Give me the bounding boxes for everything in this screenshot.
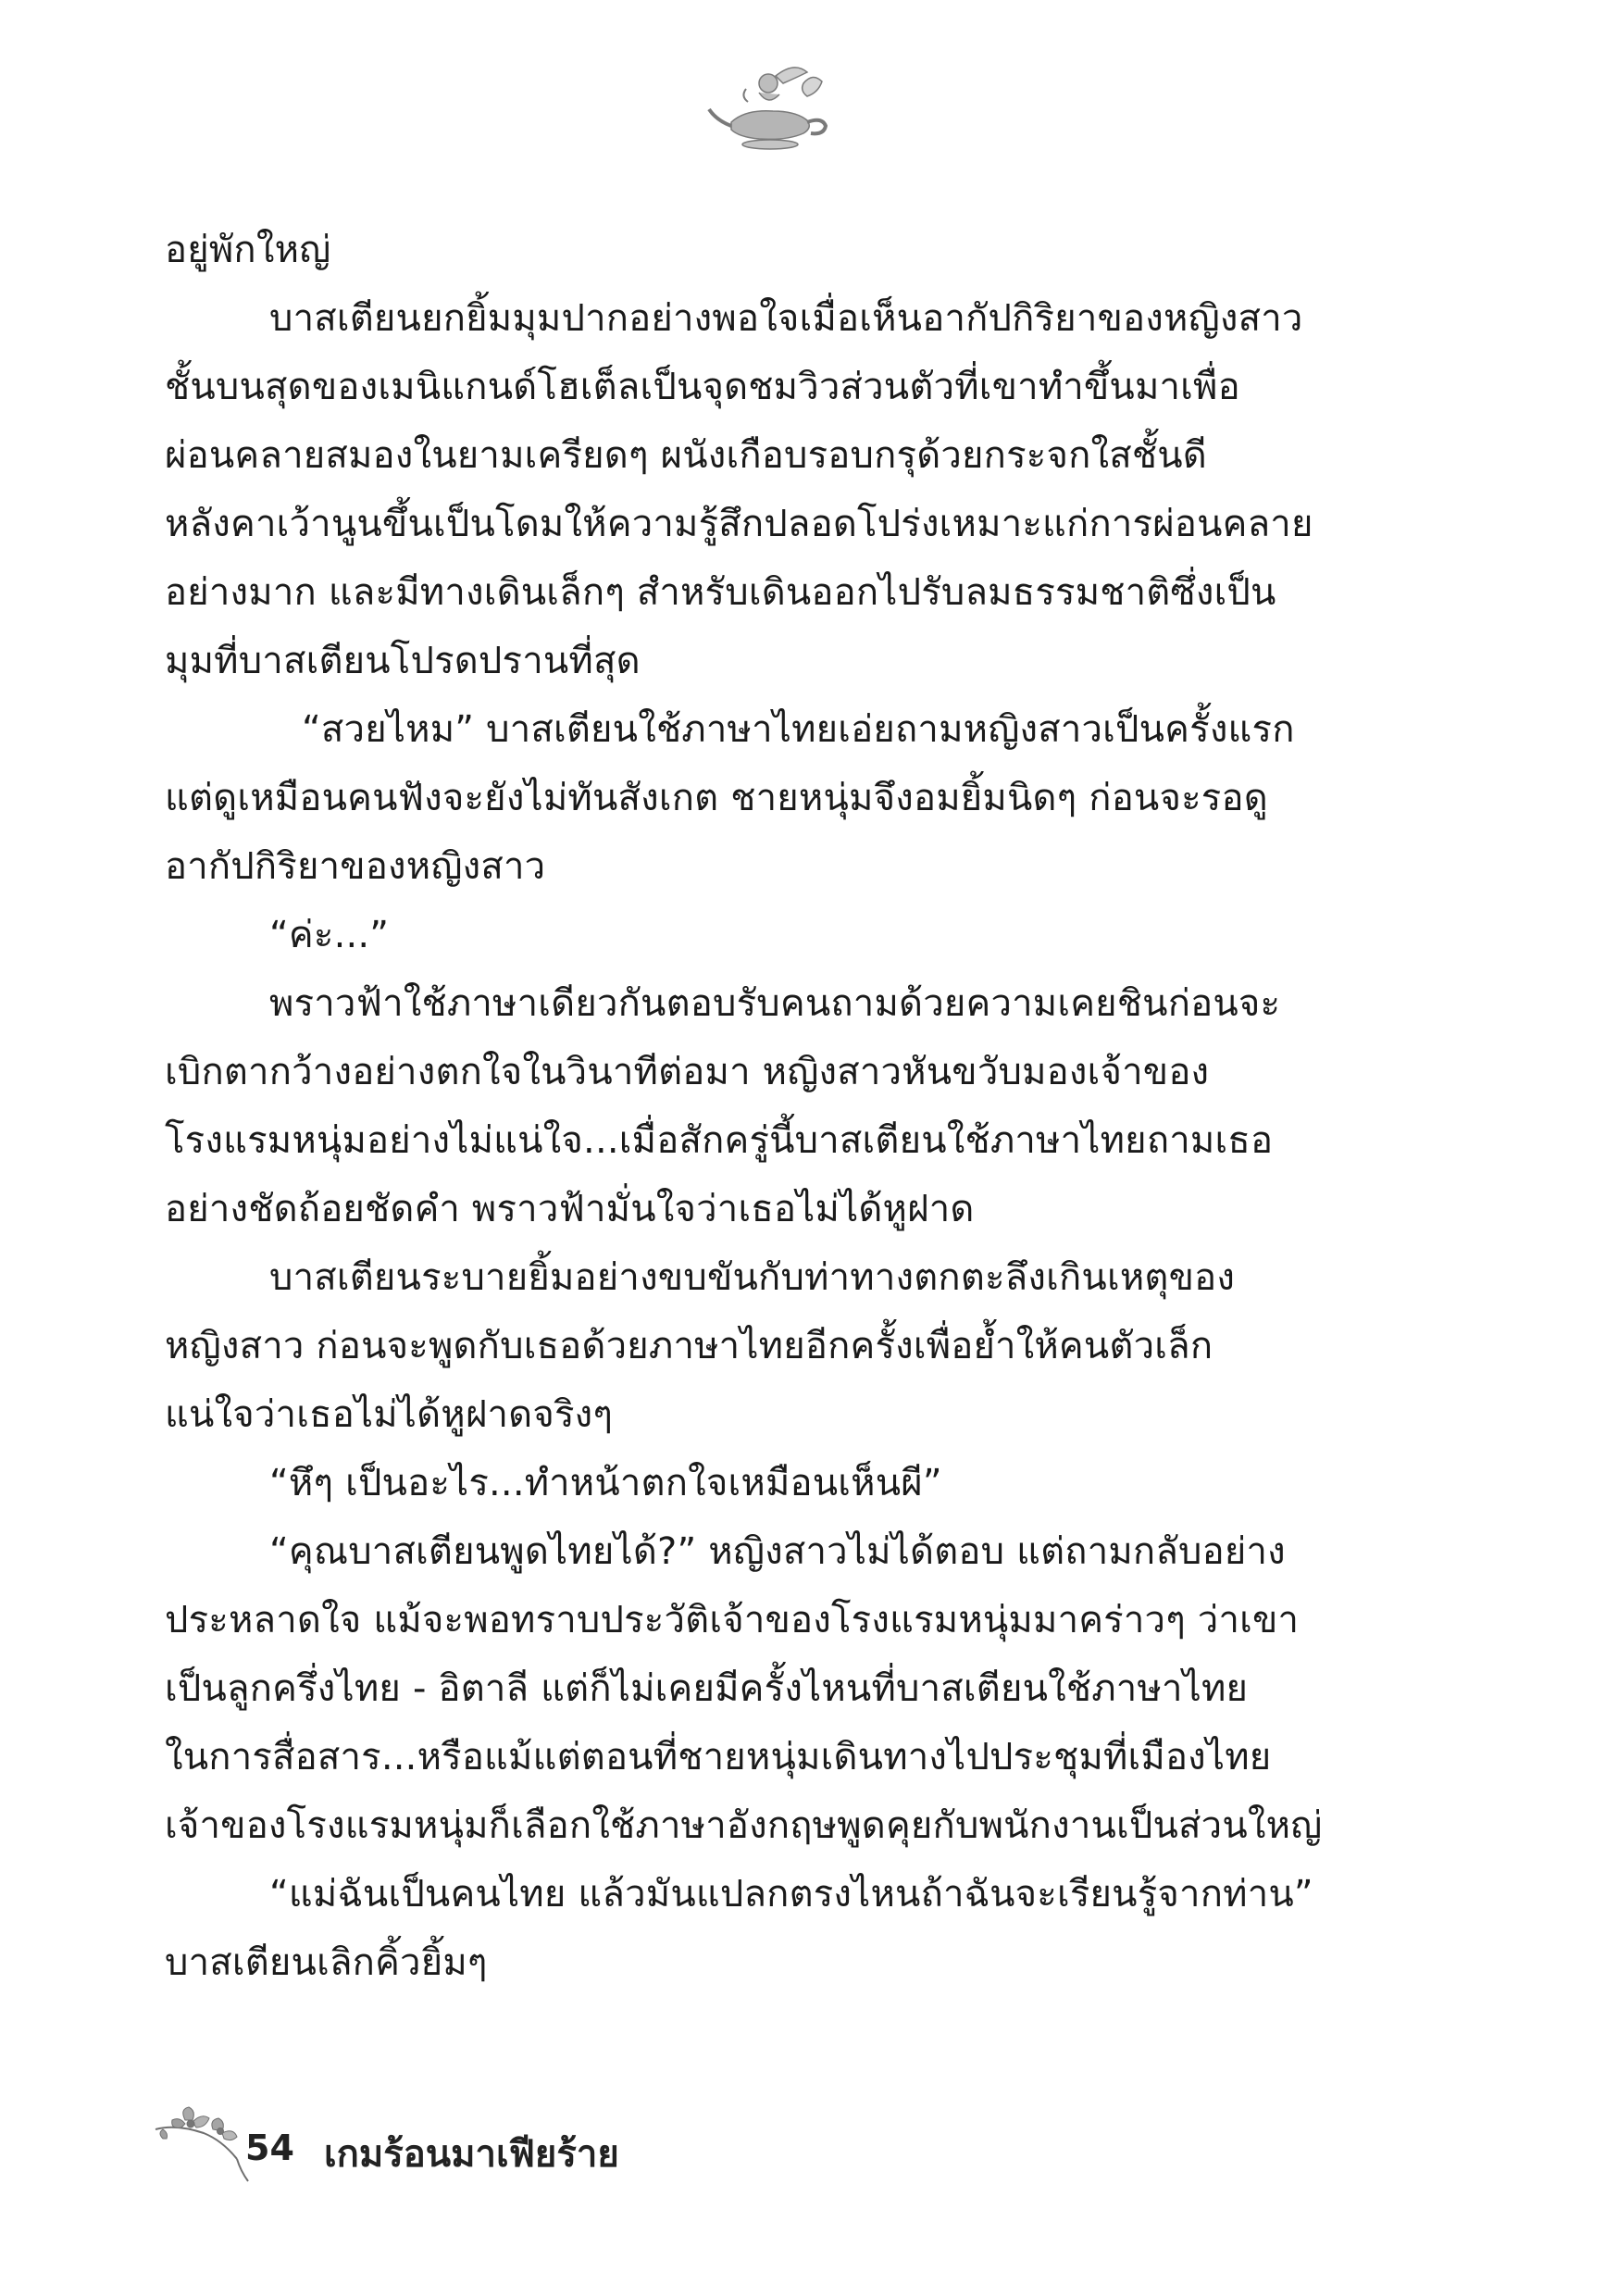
- text-line: ผ่อนคลายสมองในยามเครียดๆ ผนังเกือบรอบกรุด้วยกระจกใสชั้นดี: [165, 434, 1207, 477]
- text-line: เป็นลูกครึ่งไทย - อิตาลี แต่ก็ไม่เคยมีครั้งไหนที่บาสเตียนใช้ภาษาไทย: [165, 1667, 1249, 1710]
- text-line: ในการสื่อสาร...หรือแม้แต่ตอนที่ชายหนุ่มเดินทางไปประชุมที่เมืองไทย: [165, 1736, 1272, 1778]
- page-number: 54: [245, 2128, 294, 2168]
- text-line: ประหลาดใจ แม้จะพอทราบประวัติเจ้าของโรงแรมหนุ่มมาคร่าวๆ ว่าเขา: [165, 1599, 1300, 1641]
- teapot-cupid-ornament-icon: [703, 56, 842, 157]
- orchid-ornament-icon: [148, 2102, 252, 2185]
- text-line: บาสเตียนระบายยิ้มอย่างขบขันกับท่าทางตกตะลึงเกินเหตุของ: [269, 1256, 1236, 1299]
- text-line: พราวฟ้าใช้ภาษาเดียวกันตอบรับคนถามด้วยความเคยชินก่อนจะ: [269, 982, 1281, 1025]
- text-line: เจ้าของโรงแรมหนุ่มก็เลือกใช้ภาษาอังกฤษพูดคุยกับพนักงานเป็นส่วนใหญ่: [165, 1804, 1323, 1847]
- text-line: อากัปกิริยาของหญิงสาว: [165, 845, 546, 888]
- text-line: อย่างมาก และมีทางเดินเล็กๆ สำหรับเดินออกไปรับลมธรรมชาติซึ่งเป็น: [165, 571, 1276, 614]
- text-line: หญิงสาว ก่อนจะพูดกับเธอด้วยภาษาไทยอีกครั้งเพื่อย้ำให้คนตัวเล็ก: [165, 1325, 1214, 1367]
- text-line: แต่ดูเหมือนคนฟังจะยังไม่ทันสังเกต ชายหนุ่มจึงอมยิ้มนิดๆ ก่อนจะรอดู: [165, 777, 1268, 819]
- page-footer: [148, 2102, 796, 2185]
- book-title: เกมร้อนมาเฟียร้าย: [324, 2133, 619, 2176]
- text-line: อยู่พักใหญ่: [165, 229, 331, 271]
- text-line: โรงแรมหนุ่มอย่างไม่แน่ใจ...เมื่อสักครู่นี้บาสเตียนใช้ภาษาไทยถามเธอ: [165, 1119, 1274, 1162]
- text-line: “คุณบาสเตียนพูดไทยได้?” หญิงสาวไม่ได้ตอบ แต่ถามกลับอย่าง: [269, 1530, 1286, 1573]
- text-line: บาสเตียนยกยิ้มมุมปากอย่างพอใจเมื่อเห็นอากัปกิริยาของหญิงสาว: [269, 297, 1303, 340]
- text-line: บาสเตียนเลิกคิ้วยิ้มๆ: [165, 1941, 488, 1984]
- text-line: แน่ใจว่าเธอไม่ได้หูฝาดจริงๆ: [165, 1393, 614, 1436]
- text-line: เบิกตากว้างอย่างตกใจในวินาทีต่อมา หญิงสาวหันขวับมองเจ้าของ: [165, 1051, 1210, 1093]
- text-line: หลังคาเว้านูนขึ้นเป็นโดมให้ความรู้สึกปลอดโปร่งเหมาะแก่การผ่อนคลาย: [165, 503, 1313, 545]
- text-line: “ค่ะ...”: [269, 914, 390, 956]
- text-line: “หึๆ เป็นอะไร...ทำหน้าตกใจเหมือนเห็นผี”: [269, 1462, 942, 1504]
- text-line: “สวยไหม” บาสเตียนใช้ภาษาไทยเอ่ยถามหญิงสาวเป็นครั้งแรก: [302, 708, 1295, 751]
- text-line: “แม่ฉันเป็นคนไทย แล้วมันแปลกตรงไหนถ้าฉันจะเรียนรู้จากท่าน”: [269, 1873, 1313, 1915]
- text-line: อย่างชัดถ้อยชัดคำ พราวฟ้ามั่นใจว่าเธอไม่ได้หูฝาด: [165, 1188, 975, 1230]
- text-line: ชั้นบนสุดของเมนิแกนด์โฮเต็ลเป็นจุดชมวิวส่วนตัวที่เขาทำขึ้นมาเพื่อ: [165, 366, 1240, 408]
- body-text: [165, 216, 1391, 1997]
- text-line: มุมที่บาสเตียนโปรดปรานที่สุด: [165, 640, 641, 682]
